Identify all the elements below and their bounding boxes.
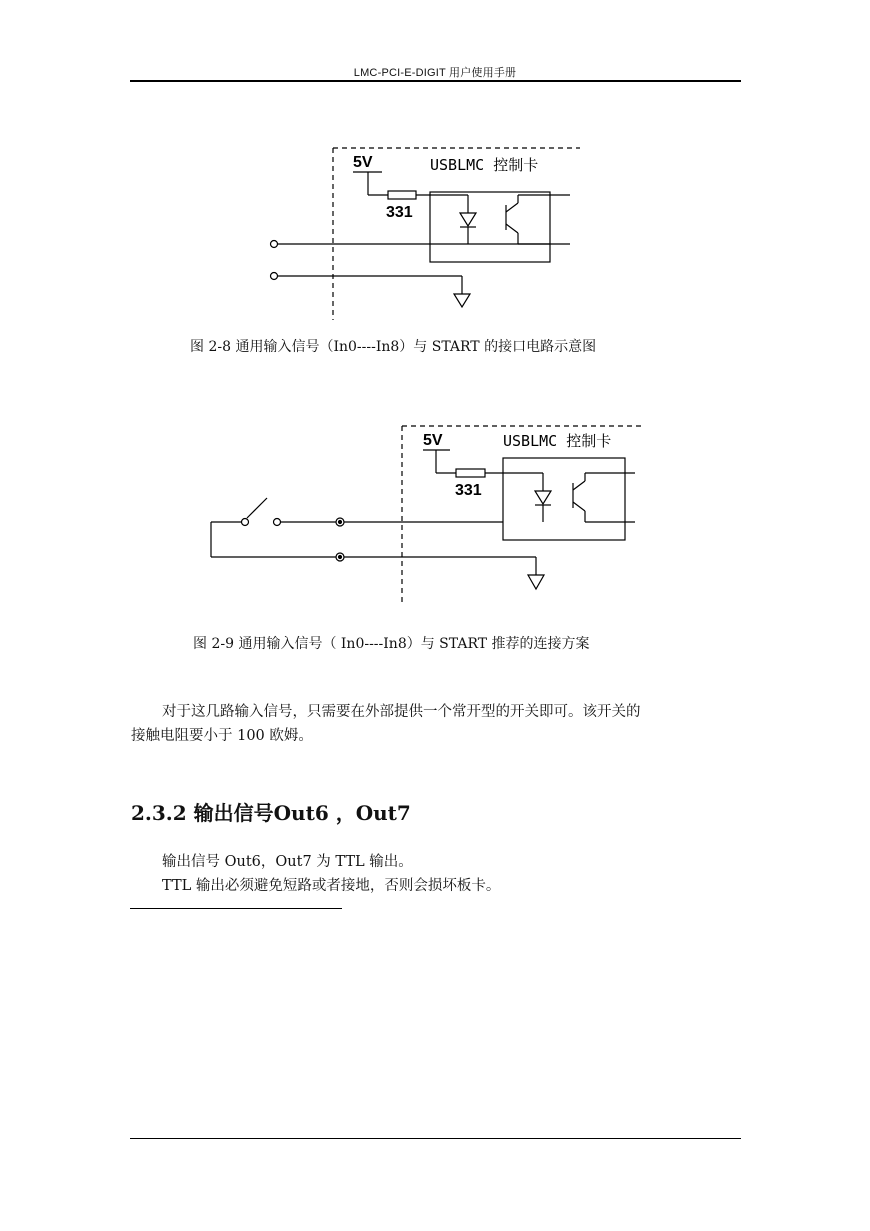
footer-rule <box>130 1138 741 1139</box>
figure-2-9-caption: 图 2-9 通用输入信号（ In0----In8）与 START 推荐的连接方案 <box>193 636 590 652</box>
paragraph-2: 输出信号 Out6，Out7 为 TTL 输出。 <box>162 854 413 870</box>
normally-open-switch <box>247 498 267 518</box>
running-header: LMC-PCI-E-DIGIT 用户使用手册 <box>353 67 517 79</box>
supply-label: 5V <box>423 432 443 449</box>
card-label: USBLMC 控制卡 <box>430 156 539 174</box>
header-rule <box>130 80 741 82</box>
ground-symbol <box>454 294 470 307</box>
ground-terminal <box>271 273 278 280</box>
optocoupler-box <box>503 458 625 540</box>
switch-contact-right <box>274 519 281 526</box>
paragraph-1-line-1: 对于这几路输入信号，只需要在外部提供一个常开型的开关即可。该开关的 <box>162 704 641 720</box>
paragraph-3: TTL 输出必须避免短路或者接地，否则会损坏板卡。 <box>162 878 501 894</box>
resistor-331 <box>388 191 416 199</box>
led-diode <box>535 491 551 504</box>
led-diode <box>460 213 476 226</box>
optocoupler-box <box>430 192 550 262</box>
supply-label: 5V <box>353 154 373 171</box>
resistor-label: 331 <box>386 204 413 221</box>
figure-2-8-circuit <box>260 140 580 325</box>
card-label: USBLMC 控制卡 <box>503 432 612 450</box>
section-heading: 2.3.2 输出信号Out6 ，Out7 <box>131 801 411 825</box>
ground-symbol <box>528 575 544 589</box>
resistor-331 <box>456 469 485 477</box>
paragraph-1-line-2: 接触电阻要小于 100 欧姆。 <box>131 728 313 744</box>
resistor-label: 331 <box>455 482 482 499</box>
figure-2-9-circuit <box>205 418 645 608</box>
footnote-rule <box>130 908 342 909</box>
input-terminal <box>271 241 278 248</box>
switch-contact-left <box>242 519 249 526</box>
figure-2-8-caption: 图 2-8 通用输入信号（In0----In8）与 START 的接口电路示意图 <box>190 339 597 355</box>
